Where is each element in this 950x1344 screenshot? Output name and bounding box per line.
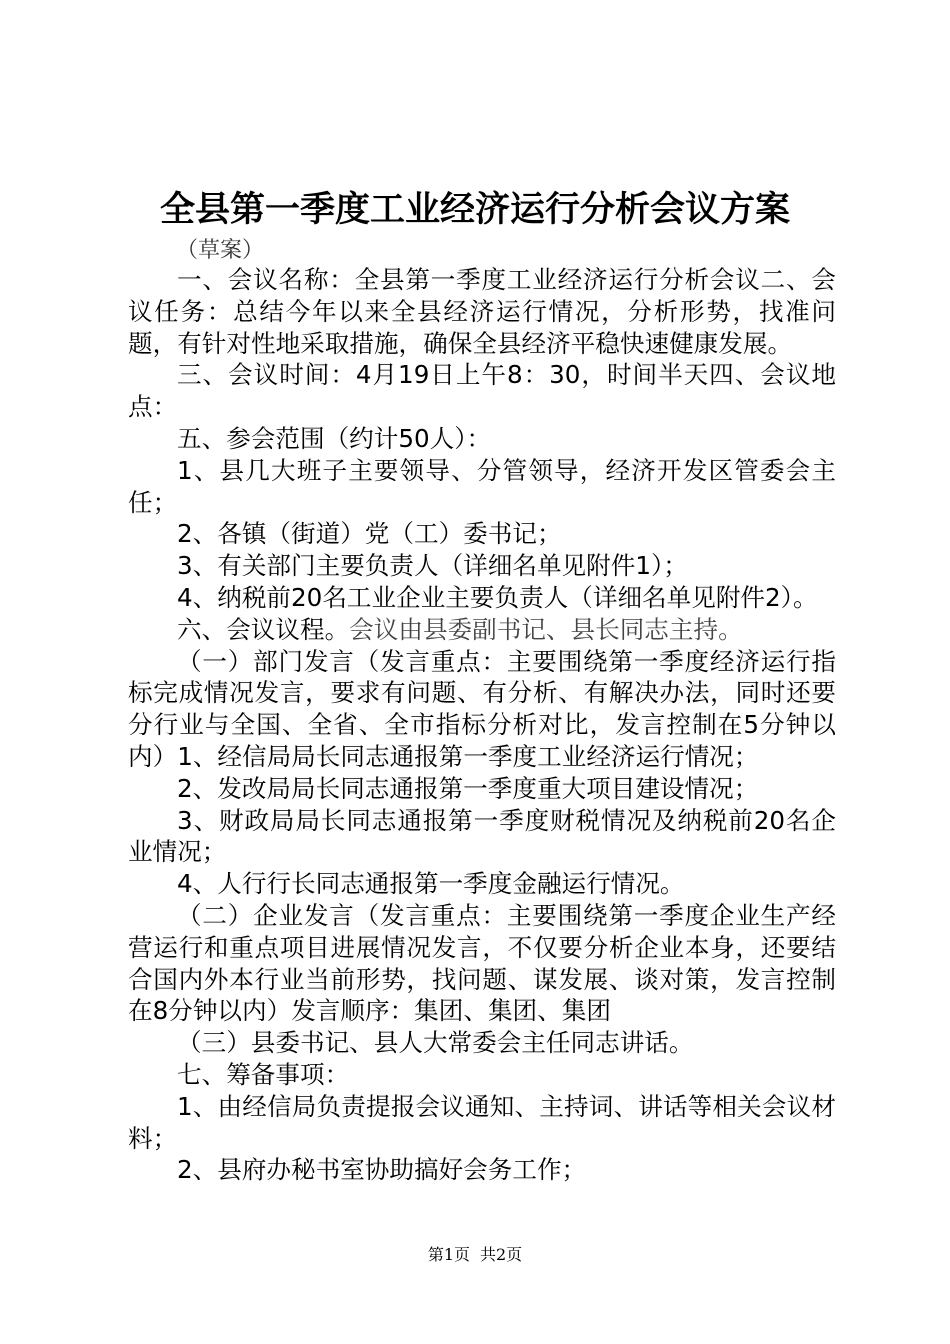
paragraph: 五、参会范围（约计50人）： <box>177 423 492 453</box>
document-subtitle: （草案） <box>176 238 265 263</box>
paragraph: （一）部门发言（发言重点：主要围绕第一季度经济运行指标完成情况发言，要求有问题、有分析、有解决办法，同时还要分行业与全国、全省、全市指标分析对比，发言控制在5分钟以内）1、经信局局长同志通报第一季度工业经济运行情况； <box>128 646 836 771</box>
paragraph: 4、纳税前20名工业企业主要负责人（详细名单见附件2）。 <box>177 582 818 612</box>
page-number: 第1页 <box>427 1245 470 1264</box>
paragraph: 七、筹备事项： <box>177 1059 350 1089</box>
page-footer <box>0 1244 950 1266</box>
document-title: 全县第一季度工业经济运行分析会议方案 <box>159 190 790 230</box>
paragraph: 2、各镇（街道）党（工）委书记； <box>177 519 562 549</box>
page-total: 共2页 <box>480 1245 523 1264</box>
paragraph: （三）县委书记、县人大常委会主任同志讲话。 <box>177 1028 694 1058</box>
paragraph-note: 会议由县委副书记、县长同志主持。 <box>349 614 743 644</box>
paragraph: 1、县几大班子主要领导、分管领导，经济开发区管委会主任； <box>128 455 836 517</box>
paragraph: （二）企业发言（发言重点：主要围绕第一季度企业生产经营运行和重点项目进展情况发言，不仅要分析企业本身，还要结合国内外本行业当前形势，找问题、谋发展、谈对策，发言控制在8分钟以内）发言顺序：集团、集团、集团 <box>128 900 836 1026</box>
paragraph: 3、财政局局长同志通报第一季度财税情况及纳税前20名企业情况； <box>128 805 836 867</box>
paragraph: 六、会议议程。会议由县委副书记、县长同志主持。 <box>177 614 743 644</box>
paragraph: 1、由经信局负责提报会议通知、主持词、讲话等相关会议材料； <box>128 1091 836 1153</box>
paragraph: 4、人行行长同志通报第一季度金融运行情况。 <box>177 869 685 899</box>
paragraph: 一、会议名称：全县第一季度工业经济运行分析会议二、会议任务：总结今年以来全县经济运行情况，分析形势，找准问题，有针对性地采取措施，确保全县经济平稳快速健康发展。 <box>128 265 836 358</box>
paragraph: 2、发改局局长同志通报第一季度重大项目建设情况； <box>177 773 759 803</box>
document-body <box>128 264 836 1186</box>
paragraph: 3、有关部门主要负责人（详细名单见附件1）； <box>177 551 688 581</box>
paragraph: 三、会议时间：4月19日上午8：30，时间半天四、会议地点： <box>128 360 836 422</box>
paragraph: 2、县府办秘书室协助搞好会务工作； <box>177 1155 587 1185</box>
